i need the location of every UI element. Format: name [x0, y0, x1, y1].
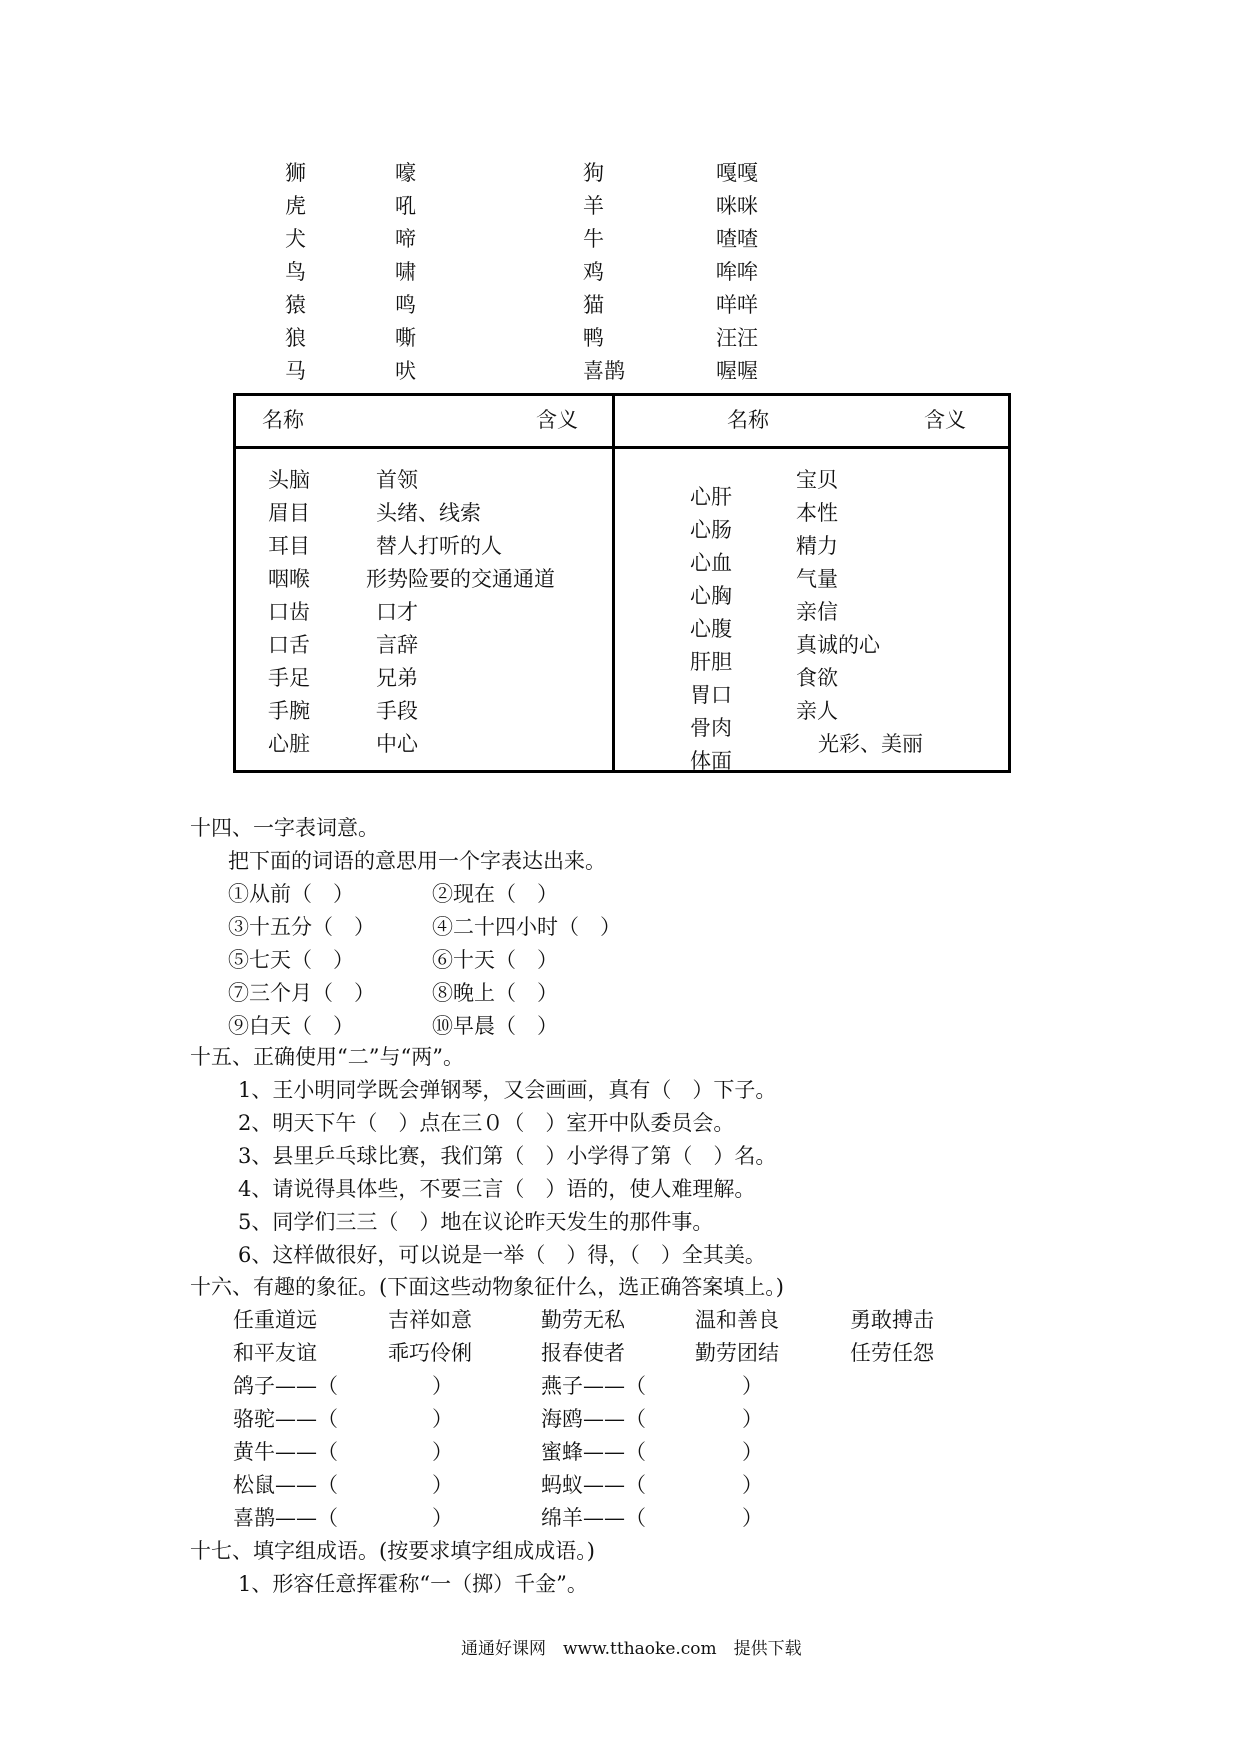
table-word: 体面 — [690, 749, 732, 773]
table-meaning: 兄弟 — [376, 666, 418, 690]
table-word: 耳目 — [268, 534, 310, 558]
answer-option: 任重道远 — [233, 1308, 317, 1332]
table-meaning: 口才 — [376, 600, 418, 624]
blank-close: ） — [742, 1407, 763, 1431]
table-header-name: 名称 — [727, 408, 769, 432]
table-word: 心腹 — [690, 617, 732, 641]
question-item: ⑩早晨（ ） — [432, 1014, 558, 1038]
animal-name: 猫 — [583, 293, 604, 317]
animal-name: 鸟 — [285, 260, 306, 284]
column-divider — [612, 396, 615, 770]
blank-close: ） — [432, 1407, 453, 1431]
blank-close: ） — [432, 1440, 453, 1464]
table-meaning: 食欲 — [796, 666, 838, 690]
table-meaning: 手段 — [376, 699, 418, 723]
table-header-meaning: 含义 — [536, 408, 578, 432]
table-meaning: 替人打听的人 — [376, 534, 502, 558]
animal-sound: 喔喔 — [716, 359, 758, 383]
animal-sound: 吠 — [395, 359, 416, 383]
animal-sound: 嘎嘎 — [716, 161, 758, 185]
table-meaning: 头绪、线索 — [376, 501, 481, 525]
table-word: 手足 — [268, 666, 310, 690]
table-word: 眉目 — [268, 501, 310, 525]
blank-close: ） — [432, 1374, 453, 1398]
table-meaning: 光彩、美丽 — [818, 732, 923, 756]
table-header-name: 名称 — [262, 408, 304, 432]
word-meaning-table — [233, 393, 1011, 773]
animal-name: 猿 — [285, 293, 306, 317]
question-item: 1、形容任意挥霍称“一（掷）千金”。 — [238, 1572, 588, 1596]
table-meaning: 言辞 — [376, 633, 418, 657]
table-word: 咽喉 — [268, 567, 310, 591]
animal-name: 喜鹊 — [583, 359, 625, 383]
blank-close: ） — [432, 1506, 453, 1530]
animal-blank: 蚂蚁——（ — [541, 1473, 646, 1497]
answer-option: 吉祥如意 — [388, 1308, 472, 1332]
animal-blank: 骆驼——（ — [233, 1407, 338, 1431]
animal-blank: 喜鹊——（ — [233, 1506, 338, 1530]
question-item: 3、县里乒乓球比赛，我们第（ ）小学得了第（ ）名。 — [238, 1144, 777, 1168]
question-item: ①从前（ ） — [228, 882, 354, 906]
question-item: 4、请说得具体些，不要三言（ ）语的，使人难理解。 — [238, 1177, 756, 1201]
table-word: 胃口 — [690, 683, 732, 707]
table-word: 口齿 — [268, 600, 310, 624]
table-meaning: 首领 — [376, 468, 418, 492]
answer-option: 任劳任怨 — [850, 1341, 934, 1365]
animal-sound: 啼 — [395, 227, 416, 251]
table-word: 心肠 — [690, 518, 732, 542]
section-instruction: 把下面的词语的意思用一个字表达出来。 — [228, 849, 606, 873]
table-meaning: 气量 — [796, 567, 838, 591]
animal-name: 狮 — [285, 161, 306, 185]
answer-option: 温和善良 — [695, 1308, 779, 1332]
animal-sound: 咪咪 — [716, 194, 758, 218]
animal-name: 狗 — [583, 161, 604, 185]
question-item: 5、同学们三三（ ）地在议论昨天发生的那件事。 — [238, 1210, 714, 1234]
question-item: ⑧晚上（ ） — [432, 981, 558, 1005]
question-item: ⑥十天（ ） — [432, 948, 558, 972]
animal-name: 牛 — [583, 227, 604, 251]
table-meaning: 本性 — [796, 501, 838, 525]
answer-option: 报春使者 — [541, 1341, 625, 1365]
table-meaning: 宝贝 — [796, 468, 838, 492]
animal-sound: 咩咩 — [716, 293, 758, 317]
blank-close: ） — [742, 1473, 763, 1497]
table-meaning: 亲信 — [796, 600, 838, 624]
section-title: 十六、有趣的象征。(下面这些动物象征什么，选正确答案填上。) — [190, 1275, 784, 1299]
blank-close: ） — [432, 1473, 453, 1497]
table-meaning: 真诚的心 — [796, 633, 880, 657]
table-word: 口舌 — [268, 633, 310, 657]
animal-sound: 啸 — [395, 260, 416, 284]
table-meaning: 中心 — [376, 732, 418, 756]
answer-option: 和平友谊 — [233, 1341, 317, 1365]
footer-text: 通通好课网 www.tthaoke.com 提供下载 — [461, 1639, 802, 1659]
animal-sound: 喳喳 — [716, 227, 758, 251]
question-item: ⑤七天（ ） — [228, 948, 354, 972]
animal-sound: 吼 — [395, 194, 416, 218]
section-title: 十四、一字表词意。 — [190, 816, 379, 840]
section-title: 十七、填字组成语。(按要求填字组成成语。) — [190, 1539, 595, 1563]
answer-option: 乖巧伶俐 — [388, 1341, 472, 1365]
question-item: ③十五分（ ） — [228, 915, 375, 939]
question-item: ④二十四小时（ ） — [432, 915, 621, 939]
question-item: ⑦三个月（ ） — [228, 981, 375, 1005]
animal-sound: 鸣 — [395, 293, 416, 317]
animal-blank: 绵羊——（ — [541, 1506, 646, 1530]
animal-name: 马 — [285, 359, 306, 383]
question-item: 1、王小明同学既会弹钢琴，又会画画，真有（ ）下子。 — [238, 1078, 777, 1102]
animal-name: 狼 — [285, 326, 306, 350]
header-divider — [236, 446, 1008, 449]
table-word: 骨肉 — [690, 716, 732, 740]
table-word: 心肝 — [690, 485, 732, 509]
animal-blank: 黄牛——（ — [233, 1440, 338, 1464]
animal-sound: 哞哞 — [716, 260, 758, 284]
animal-sound: 嘶 — [395, 326, 416, 350]
animal-name: 虎 — [285, 194, 306, 218]
animal-blank: 蜜蜂——（ — [541, 1440, 646, 1464]
table-word: 手腕 — [268, 699, 310, 723]
table-word: 心脏 — [268, 732, 310, 756]
question-item: ⑨白天（ ） — [228, 1014, 354, 1038]
table-meaning: 亲人 — [796, 699, 838, 723]
answer-option: 勇敢搏击 — [850, 1308, 934, 1332]
table-word: 心胸 — [690, 584, 732, 608]
answer-option: 勤劳团结 — [695, 1341, 779, 1365]
animal-blank: 海鸥——（ — [541, 1407, 646, 1431]
answer-option: 勤劳无私 — [541, 1308, 625, 1332]
table-word: 肝胆 — [690, 650, 732, 674]
animal-blank: 松鼠——（ — [233, 1473, 338, 1497]
table-word: 心血 — [690, 551, 732, 575]
table-meaning: 形势险要的交通通道 — [366, 567, 555, 591]
animal-name: 鸡 — [583, 260, 604, 284]
animal-sound: 汪汪 — [716, 326, 758, 350]
question-item: 2、明天下午（ ）点在三０（ ）室开中队委员会。 — [238, 1111, 735, 1135]
section-title: 十五、正确使用“二”与“两”。 — [190, 1045, 464, 1069]
blank-close: ） — [742, 1440, 763, 1464]
table-word: 头脑 — [268, 468, 310, 492]
table-meaning: 精力 — [796, 534, 838, 558]
animal-name: 羊 — [583, 194, 604, 218]
question-item: ②现在（ ） — [432, 882, 558, 906]
animal-name: 犬 — [285, 227, 306, 251]
blank-close: ） — [742, 1374, 763, 1398]
table-header-meaning: 含义 — [924, 408, 966, 432]
blank-close: ） — [742, 1506, 763, 1530]
animal-blank: 燕子——（ — [541, 1374, 646, 1398]
animal-name: 鸭 — [583, 326, 604, 350]
animal-blank: 鸽子——（ — [233, 1374, 338, 1398]
question-item: 6、这样做很好，可以说是一举（ ）得，（ ）全其美。 — [238, 1243, 766, 1267]
animal-sound: 嚎 — [395, 161, 416, 185]
